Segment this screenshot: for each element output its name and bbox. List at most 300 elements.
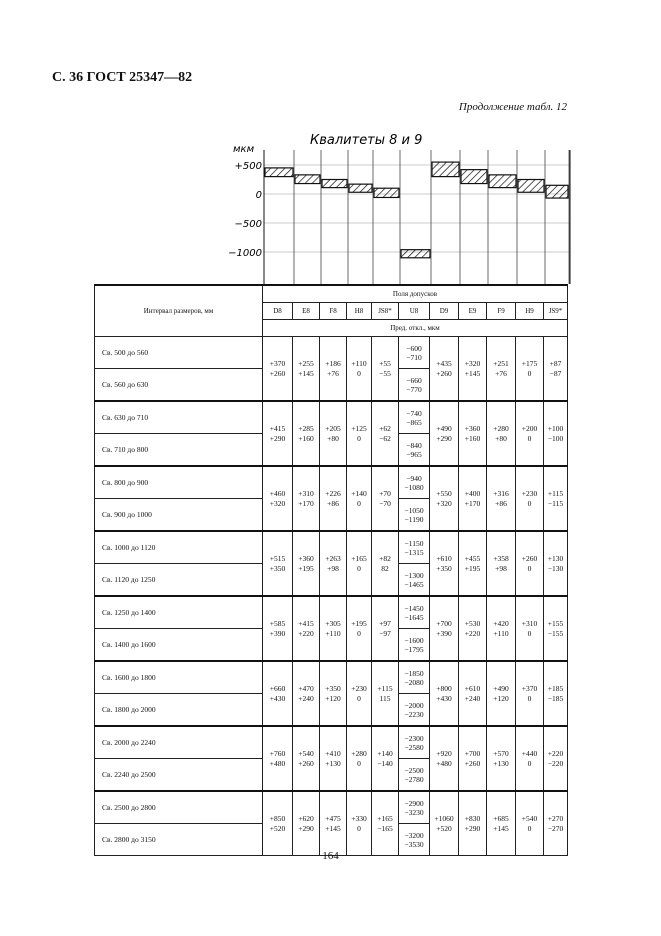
upper-deviation: +850 <box>269 813 286 823</box>
tolerance-bar-d8 <box>265 168 293 177</box>
upper-deviation: +185 <box>547 683 564 693</box>
lower-deviation: −2080 <box>404 677 424 687</box>
deviation-cell <box>516 531 544 596</box>
deviation-cell <box>347 466 372 531</box>
deviation-cell <box>459 661 487 726</box>
lower-deviation: +170 <box>298 498 314 508</box>
deviation-cell <box>320 661 347 726</box>
upper-deviation: +115 <box>377 683 393 693</box>
upper-deviation: +205 <box>325 423 341 433</box>
upper-deviation: +350 <box>325 683 341 693</box>
upper-deviation: +370 <box>521 683 538 693</box>
upper-deviation: +490 <box>493 683 509 693</box>
deviation-cell <box>293 791 320 856</box>
deviation-cell <box>263 401 293 466</box>
tolerance-table <box>94 284 568 856</box>
u8-cell <box>399 791 430 824</box>
upper-deviation: −2300 <box>404 733 424 743</box>
lower-deviation: −140 <box>377 758 393 768</box>
lower-deviation: +350 <box>436 563 452 573</box>
upper-deviation: +255 <box>298 358 314 368</box>
upper-deviation: +360 <box>464 423 481 433</box>
upper-deviation: +285 <box>298 423 314 433</box>
lower-deviation: −155 <box>547 628 564 638</box>
deviation-cell <box>430 596 459 661</box>
lower-deviation: −270 <box>547 823 564 833</box>
lower-deviation: +350 <box>269 563 286 573</box>
lower-deviation: −770 <box>406 384 422 394</box>
u8-cell <box>399 726 430 759</box>
size-interval: Св. 900 до 1000 <box>95 499 263 532</box>
deviation-cell <box>430 337 459 402</box>
upper-deviation: +305 <box>325 618 341 628</box>
upper-deviation: +620 <box>298 813 314 823</box>
deviation-cell <box>293 596 320 661</box>
upper-deviation: −1150 <box>404 538 424 548</box>
lower-deviation: +240 <box>298 693 314 703</box>
upper-deviation: +610 <box>436 553 452 563</box>
upper-deviation: +195 <box>351 618 367 628</box>
column-header: H9 <box>516 303 544 320</box>
deviation-cell <box>430 466 459 531</box>
deviation-cell <box>320 791 347 856</box>
deviation-cell <box>516 726 544 791</box>
chart-title: Квалитеты 8 и 9 <box>310 133 423 148</box>
upper-deviation: +270 <box>547 813 564 823</box>
upper-deviation: −2500 <box>404 765 424 775</box>
upper-deviation: −840 <box>406 440 422 450</box>
lower-deviation: −70 <box>379 498 391 508</box>
tolerance-bar-u8 <box>401 250 430 258</box>
lower-deviation: −55 <box>379 368 391 378</box>
lower-deviation: +170 <box>464 498 481 508</box>
upper-deviation: +165 <box>351 553 367 563</box>
size-interval: Св. 630 до 710 <box>95 401 263 434</box>
lower-deviation: −97 <box>379 628 391 638</box>
lower-deviation: −1315 <box>404 547 424 557</box>
deviation-cell <box>293 337 320 402</box>
upper-deviation: −1300 <box>404 570 424 580</box>
deviation-cell <box>544 531 568 596</box>
upper-deviation: +420 <box>493 618 509 628</box>
y-tick-label: −1000 <box>228 248 262 259</box>
deviation-cell <box>372 661 399 726</box>
upper-deviation: +260 <box>521 553 538 563</box>
upper-deviation: +87 <box>549 358 562 368</box>
tolerance-bar-h9 <box>518 180 544 193</box>
deviation-cell <box>544 337 568 402</box>
lower-deviation: −2580 <box>404 742 424 752</box>
upper-deviation: +155 <box>547 618 564 628</box>
lower-deviation: −710 <box>406 352 422 362</box>
tolerance-bar-f9 <box>489 175 516 188</box>
deviation-cell <box>320 596 347 661</box>
lower-deviation: 0 <box>357 563 361 573</box>
lower-deviation: +480 <box>269 758 286 768</box>
upper-deviation: −2900 <box>404 798 424 808</box>
lower-deviation: −220 <box>547 758 564 768</box>
lower-deviation: 0 <box>527 433 532 443</box>
deviation-cell <box>459 531 487 596</box>
upper-deviation: +455 <box>464 553 481 563</box>
lower-deviation: +160 <box>464 433 481 443</box>
deviation-cell <box>544 401 568 466</box>
size-interval: Св. 800 до 900 <box>95 466 263 499</box>
deviation-cell <box>544 726 568 791</box>
u8-cell <box>399 369 430 402</box>
upper-deviation: +251 <box>493 358 509 368</box>
lower-deviation: +145 <box>464 368 481 378</box>
deviation-cell <box>487 791 516 856</box>
lower-deviation: −2780 <box>404 774 424 784</box>
size-interval: Св. 1120 до 1250 <box>95 564 263 597</box>
deviation-cell <box>293 726 320 791</box>
deviation-cell <box>320 401 347 466</box>
lower-deviation: +260 <box>464 758 481 768</box>
upper-deviation: +830 <box>464 813 481 823</box>
u8-cell <box>399 531 430 564</box>
lower-deviation: +260 <box>269 368 286 378</box>
upper-deviation: +140 <box>377 748 393 758</box>
tolerance-bar-e8 <box>295 175 320 184</box>
upper-deviation: +490 <box>436 423 452 433</box>
lower-deviation: 0 <box>527 563 532 573</box>
upper-deviation: +515 <box>269 553 286 563</box>
deviation-cell <box>372 791 399 856</box>
deviation-cell <box>459 401 487 466</box>
lower-deviation: −2230 <box>404 709 424 719</box>
fields-header: Поля допусков <box>263 285 568 303</box>
interval-header: Интервал размеров, мм <box>95 285 263 337</box>
deviation-cell <box>347 337 372 402</box>
column-header: F9 <box>487 303 516 320</box>
lower-deviation: +480 <box>436 758 452 768</box>
deviations-header: Пред. откл., мкм <box>263 320 568 337</box>
y-tick-label: −500 <box>234 219 262 230</box>
u8-cell <box>399 499 430 532</box>
table-row <box>95 726 568 759</box>
upper-deviation: +700 <box>436 618 452 628</box>
upper-deviation: +230 <box>521 488 538 498</box>
upper-deviation: +358 <box>493 553 509 563</box>
deviation-cell <box>544 596 568 661</box>
upper-deviation: +330 <box>351 813 367 823</box>
lower-deviation: −130 <box>547 563 564 573</box>
column-header: E8 <box>293 303 320 320</box>
u8-cell <box>399 596 430 629</box>
deviation-cell <box>372 531 399 596</box>
lower-deviation: 0 <box>357 498 361 508</box>
tolerance-chart <box>0 0 661 290</box>
u8-cell <box>399 629 430 662</box>
lower-deviation: +290 <box>464 823 481 833</box>
size-interval: Св. 1600 до 1800 <box>95 661 263 694</box>
lower-deviation: +430 <box>269 693 286 703</box>
tolerance-bar-h8 <box>349 184 372 192</box>
size-interval: Св. 2500 до 2800 <box>95 791 263 824</box>
column-header: F8 <box>320 303 347 320</box>
upper-deviation: +55 <box>379 358 391 368</box>
upper-deviation: −660 <box>406 375 422 385</box>
lower-deviation: 0 <box>357 433 361 443</box>
lower-deviation: +130 <box>325 758 341 768</box>
upper-deviation: +186 <box>325 358 341 368</box>
u8-cell <box>399 661 430 694</box>
tolerance-bar-js9 <box>546 185 568 198</box>
table-row <box>95 661 568 694</box>
upper-deviation: +263 <box>325 553 341 563</box>
lower-deviation: +430 <box>436 693 452 703</box>
lower-deviation: −185 <box>547 693 564 703</box>
lower-deviation: +195 <box>298 563 314 573</box>
deviation-cell <box>347 531 372 596</box>
lower-deviation: +520 <box>269 823 286 833</box>
upper-deviation: +530 <box>464 618 481 628</box>
size-interval: Св. 1400 до 1600 <box>95 629 263 662</box>
table-row <box>95 531 568 564</box>
deviation-cell <box>430 661 459 726</box>
lower-deviation: +320 <box>436 498 452 508</box>
u8-cell <box>399 466 430 499</box>
upper-deviation: −1600 <box>404 635 424 645</box>
upper-deviation: −1450 <box>404 603 424 613</box>
deviation-cell <box>487 596 516 661</box>
deviation-cell <box>372 596 399 661</box>
deviation-cell <box>430 726 459 791</box>
lower-deviation: 82 <box>381 563 389 573</box>
lower-deviation: +80 <box>327 433 339 443</box>
upper-deviation: +165 <box>377 813 393 823</box>
deviation-cell <box>263 337 293 402</box>
upper-deviation: +685 <box>493 813 509 823</box>
size-interval: Св. 500 до 560 <box>95 337 263 369</box>
lower-deviation: 0 <box>527 693 532 703</box>
upper-deviation: +280 <box>493 423 509 433</box>
upper-deviation: +400 <box>464 488 481 498</box>
size-interval: Св. 2240 до 2500 <box>95 759 263 792</box>
upper-deviation: +1060 <box>434 813 454 823</box>
deviation-cell <box>459 596 487 661</box>
table-row <box>95 337 568 369</box>
table-row <box>95 466 568 499</box>
lower-deviation: +80 <box>495 433 507 443</box>
u8-cell <box>399 434 430 467</box>
size-interval: Св. 2000 до 2240 <box>95 726 263 759</box>
column-header: JS8* <box>372 303 399 320</box>
lower-deviation: 115 <box>379 693 391 703</box>
lower-deviation: −62 <box>379 433 391 443</box>
upper-deviation: +360 <box>298 553 314 563</box>
deviation-cell <box>516 661 544 726</box>
lower-deviation: +110 <box>325 628 341 638</box>
lower-deviation: +390 <box>269 628 286 638</box>
column-header: D8 <box>263 303 293 320</box>
deviation-cell <box>347 791 372 856</box>
deviation-cell <box>516 596 544 661</box>
upper-deviation: +62 <box>379 423 391 433</box>
lower-deviation: 0 <box>527 758 532 768</box>
deviation-cell <box>516 791 544 856</box>
deviation-cell <box>516 401 544 466</box>
deviation-cell <box>320 726 347 791</box>
lower-deviation: +390 <box>436 628 452 638</box>
deviation-cell <box>459 466 487 531</box>
y-tick-label: 0 <box>255 190 262 201</box>
deviation-cell <box>459 791 487 856</box>
upper-deviation: +115 <box>547 488 564 498</box>
lower-deviation: −3530 <box>404 839 424 849</box>
upper-deviation: +415 <box>269 423 286 433</box>
lower-deviation: −1645 <box>404 612 424 622</box>
upper-deviation: +760 <box>269 748 286 758</box>
upper-deviation: +570 <box>493 748 509 758</box>
upper-deviation: +316 <box>493 488 509 498</box>
upper-deviation: +475 <box>325 813 341 823</box>
upper-deviation: +920 <box>436 748 452 758</box>
table-row <box>95 401 568 434</box>
lower-deviation: +220 <box>464 628 481 638</box>
lower-deviation: +160 <box>298 433 314 443</box>
upper-deviation: +370 <box>269 358 286 368</box>
deviation-cell <box>293 466 320 531</box>
lower-deviation: 0 <box>357 693 361 703</box>
deviation-cell <box>516 337 544 402</box>
lower-deviation: −965 <box>406 449 422 459</box>
deviation-cell <box>459 337 487 402</box>
page-header: С. 36 ГОСТ 25347—82 <box>52 70 193 85</box>
upper-deviation: +660 <box>269 683 286 693</box>
lower-deviation: −87 <box>549 368 562 378</box>
lower-deviation: +220 <box>298 628 314 638</box>
upper-deviation: +280 <box>351 748 367 758</box>
upper-deviation: +226 <box>325 488 341 498</box>
upper-deviation: +130 <box>547 553 564 563</box>
lower-deviation: −1080 <box>404 482 424 492</box>
deviation-cell <box>487 661 516 726</box>
lower-deviation: 0 <box>527 628 532 638</box>
deviation-cell <box>263 726 293 791</box>
lower-deviation: +145 <box>493 823 509 833</box>
deviation-cell <box>430 401 459 466</box>
column-header: E9 <box>459 303 487 320</box>
chart-unit-label: мкм <box>233 144 255 155</box>
lower-deviation: 0 <box>527 368 532 378</box>
deviation-cell <box>263 661 293 726</box>
upper-deviation: −2000 <box>404 700 424 710</box>
deviation-cell <box>544 466 568 531</box>
deviation-cell <box>459 726 487 791</box>
lower-deviation: −3230 <box>404 807 424 817</box>
deviation-cell <box>430 791 459 856</box>
deviation-cell <box>320 466 347 531</box>
lower-deviation: +290 <box>436 433 452 443</box>
upper-deviation: +440 <box>521 748 538 758</box>
lower-deviation: +260 <box>298 758 314 768</box>
lower-deviation: +130 <box>493 758 509 768</box>
upper-deviation: +800 <box>436 683 452 693</box>
lower-deviation: +98 <box>327 563 339 573</box>
lower-deviation: +195 <box>464 563 481 573</box>
upper-deviation: +540 <box>521 813 538 823</box>
deviation-cell <box>372 337 399 402</box>
lower-deviation: +120 <box>325 693 341 703</box>
deviation-cell <box>347 726 372 791</box>
lower-deviation: −865 <box>406 417 422 427</box>
u8-cell <box>399 564 430 597</box>
upper-deviation: +415 <box>298 618 314 628</box>
lower-deviation: 0 <box>357 368 361 378</box>
tolerance-bar-e9 <box>461 170 487 184</box>
upper-deviation: +310 <box>521 618 538 628</box>
deviation-cell <box>293 401 320 466</box>
lower-deviation: −115 <box>547 498 564 508</box>
deviation-cell <box>372 726 399 791</box>
lower-deviation: 0 <box>357 628 361 638</box>
upper-deviation: +97 <box>379 618 391 628</box>
size-interval: Св. 2800 до 3150 <box>95 824 263 856</box>
column-header: H8 <box>347 303 372 320</box>
upper-deviation: +470 <box>298 683 314 693</box>
column-header: JS9* <box>544 303 568 320</box>
upper-deviation: +175 <box>521 358 538 368</box>
lower-deviation: +320 <box>269 498 286 508</box>
upper-deviation: +435 <box>436 358 452 368</box>
upper-deviation: +230 <box>351 683 367 693</box>
upper-deviation: −940 <box>406 473 422 483</box>
lower-deviation: +110 <box>493 628 509 638</box>
upper-deviation: +220 <box>547 748 564 758</box>
deviation-cell <box>544 661 568 726</box>
upper-deviation: +460 <box>269 488 286 498</box>
y-tick-label: +500 <box>234 161 262 172</box>
lower-deviation: +290 <box>298 823 314 833</box>
u8-cell <box>399 401 430 434</box>
lower-deviation: −1190 <box>404 514 424 524</box>
upper-deviation: +540 <box>298 748 314 758</box>
lower-deviation: +76 <box>327 368 339 378</box>
upper-deviation: −3200 <box>404 830 424 840</box>
size-interval: Св. 1800 до 2000 <box>95 694 263 727</box>
lower-deviation: +120 <box>493 693 509 703</box>
deviation-cell <box>263 596 293 661</box>
deviation-cell <box>487 531 516 596</box>
column-header: D9 <box>430 303 459 320</box>
deviation-cell <box>487 726 516 791</box>
upper-deviation: +320 <box>464 358 481 368</box>
lower-deviation: −165 <box>377 823 393 833</box>
size-interval: Св. 1000 до 1120 <box>95 531 263 564</box>
upper-deviation: +610 <box>464 683 481 693</box>
lower-deviation: +76 <box>495 368 507 378</box>
lower-deviation: +145 <box>298 368 314 378</box>
lower-deviation: −100 <box>547 433 564 443</box>
upper-deviation: −740 <box>406 408 422 418</box>
deviation-cell <box>263 466 293 531</box>
deviation-cell <box>320 531 347 596</box>
upper-deviation: +70 <box>379 488 391 498</box>
u8-cell <box>399 759 430 792</box>
lower-deviation: +145 <box>325 823 341 833</box>
tolerance-bar-js8 <box>374 188 399 197</box>
size-interval: Св. 1250 до 1400 <box>95 596 263 629</box>
tolerance-bar-f8 <box>322 180 347 188</box>
size-interval: Св. 710 до 800 <box>95 434 263 467</box>
upper-deviation: −1050 <box>404 505 424 515</box>
deviation-cell <box>544 791 568 856</box>
column-header: U8 <box>399 303 430 320</box>
lower-deviation: +86 <box>327 498 339 508</box>
upper-deviation: +550 <box>436 488 452 498</box>
